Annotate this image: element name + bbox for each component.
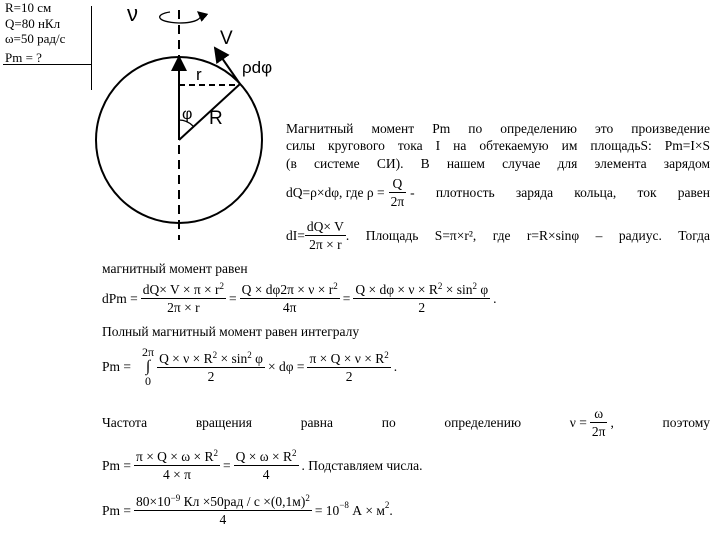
integral-sign bbox=[142, 346, 154, 388]
square-sup: 2 bbox=[213, 448, 219, 458]
formula-dpm-frac-3-den: 2 bbox=[418, 300, 426, 315]
word-rotation: вращения bbox=[195, 414, 252, 430]
formula-dpm bbox=[102, 281, 497, 316]
text-line-5 bbox=[286, 218, 710, 253]
formula-dpm-frac-3 bbox=[353, 281, 490, 316]
text-moment-equals: магнитный момент равен bbox=[102, 261, 248, 276]
formula-pm-omega bbox=[102, 448, 423, 483]
charge-element: dQ=ρ×dφ, где ρ = bbox=[286, 184, 385, 200]
formula-dpm-frac-1 bbox=[141, 281, 226, 316]
word-definition: определению bbox=[444, 414, 522, 430]
equals-sign: = bbox=[229, 290, 237, 306]
square-sup: 2 bbox=[212, 349, 218, 360]
formula-numeric-frac bbox=[134, 493, 312, 528]
phi-label: φ bbox=[182, 106, 193, 123]
equals-sign: = bbox=[342, 290, 351, 306]
ring-diagram bbox=[90, 0, 290, 245]
rho-fraction bbox=[389, 175, 407, 210]
equals-sign: = bbox=[223, 457, 231, 473]
given-find: Pm = ? bbox=[5, 49, 42, 65]
current-fraction-den: 2π × r bbox=[309, 237, 342, 252]
formula-numeric-unit: А × м bbox=[348, 502, 385, 518]
formula-numeric-den: 4 bbox=[219, 512, 227, 527]
square-sup: 2 bbox=[384, 349, 389, 360]
text-line-2: силы кругового тока I на обтекаемую им площадьS: Pm=I×S bbox=[286, 138, 710, 153]
formula-dpm-frac-2 bbox=[240, 281, 340, 316]
big-r-label: R bbox=[209, 108, 223, 129]
nu-label: ν bbox=[127, 1, 138, 26]
formula-dpm-lhs: dPm = bbox=[102, 290, 138, 306]
square-sup: 2 bbox=[247, 349, 252, 360]
formula-integral-num: Q × ν × R bbox=[159, 350, 213, 366]
integral-symbol: ∫ bbox=[145, 358, 151, 375]
current-lhs: dI= bbox=[286, 227, 305, 243]
integral-upper-limit: 2π bbox=[142, 345, 155, 359]
formula-dpm-frac-2-num: Q × dφ2π × ν × r bbox=[241, 282, 334, 297]
text-line-4 bbox=[286, 175, 710, 210]
exponent-sup: −8 bbox=[339, 499, 349, 510]
charge-density-text: - плотность заряда кольца, ток равен bbox=[410, 184, 710, 200]
formula-numeric bbox=[102, 493, 393, 528]
formula-pm-omega-den-2: 4 bbox=[262, 467, 270, 482]
formula-pm-omega-den-1: 4 × π bbox=[163, 467, 191, 482]
integral-lower-limit: 0 bbox=[145, 374, 152, 388]
current-fraction bbox=[305, 218, 346, 253]
formula-pm-omega-num-2: Q × ω × R bbox=[235, 449, 293, 464]
formula-integral-frac bbox=[157, 350, 265, 385]
square-sup: 2 bbox=[305, 493, 310, 503]
velocity-label: V bbox=[220, 28, 233, 49]
given-charge: Q=80 нКл bbox=[5, 15, 61, 31]
rho-label: ρdφ bbox=[242, 58, 273, 77]
formula-integral bbox=[102, 346, 397, 388]
formula-nu-num: ω bbox=[590, 405, 608, 423]
text-integral-label: Полный магнитный момент равен интегралу bbox=[102, 324, 360, 339]
velocity-arrow bbox=[215, 48, 240, 84]
comma-sign: , bbox=[610, 414, 614, 430]
phi-text: φ bbox=[476, 282, 489, 297]
square-sup: 2 bbox=[219, 281, 225, 291]
formula-dpm-frac-1-den: 2π × r bbox=[167, 300, 200, 315]
text-line-1: Магнитный момент Pm по определению это произведение bbox=[286, 121, 710, 136]
period-sign: . bbox=[493, 290, 497, 306]
formula-pm-omega-frac-2 bbox=[234, 448, 299, 483]
rho-fraction-den: 2π bbox=[390, 194, 405, 209]
formula-integral-result bbox=[307, 350, 390, 385]
square-sup: 2 bbox=[472, 281, 477, 291]
formula-dpm-frac-3-num: Q × dφ × ν × R bbox=[355, 282, 438, 297]
formula-nu-frac bbox=[590, 405, 608, 440]
formula-numeric-num-b: Кл ×50рад / с ×(0,1м) bbox=[180, 494, 306, 509]
formula-numeric-result: = 10 bbox=[314, 502, 340, 518]
word-frequency: Частота bbox=[102, 414, 148, 430]
given-divider-horizontal bbox=[3, 64, 92, 65]
rho-fraction-num: Q bbox=[389, 175, 407, 193]
given-omega: ω=50 рад/с bbox=[5, 31, 66, 46]
given-radius: R=10 см bbox=[5, 0, 52, 15]
current-fraction-num: dQ× V bbox=[306, 219, 344, 234]
period-sign: . bbox=[389, 502, 393, 518]
word-by: по bbox=[381, 414, 396, 430]
formula-pm-omega-lhs: Pm = bbox=[102, 457, 131, 473]
area-text: . Площадь S=π×r², где r=R×sinφ – радиус. Тогда bbox=[345, 227, 710, 243]
formula-integral-lhs: Pm = bbox=[102, 359, 131, 374]
square-sup: 2 bbox=[333, 281, 338, 291]
sin-text: × sin bbox=[217, 350, 248, 366]
exponent-sup: −9 bbox=[170, 493, 181, 503]
formula-nu-den: 2π bbox=[591, 424, 606, 439]
formula-dpm-frac-1-num: dQ× V × π × r bbox=[142, 282, 220, 297]
square-sup: 2 bbox=[384, 499, 390, 510]
formula-nu bbox=[570, 405, 614, 440]
formula-pm-omega-num-1: π × Q × ω × R bbox=[136, 449, 214, 464]
formula-integral-den: 2 bbox=[207, 368, 215, 384]
substitute-text: . Подставляем числа. bbox=[301, 457, 423, 473]
sin-text: × sin bbox=[442, 282, 473, 297]
given-block bbox=[3, 0, 91, 90]
small-r-label: r bbox=[196, 65, 202, 84]
word-equals: равна bbox=[300, 414, 334, 430]
integral-dphi: × dφ = bbox=[267, 359, 305, 374]
text-frequency-line bbox=[102, 405, 710, 440]
period-sign: . bbox=[393, 359, 398, 374]
phi-text: φ bbox=[251, 350, 263, 366]
square-sup: 2 bbox=[437, 281, 443, 291]
formula-pm-omega-frac-1 bbox=[134, 448, 220, 483]
formula-integral-result-den: 2 bbox=[345, 368, 353, 384]
formula-integral-result-num: π × Q × ν × R bbox=[309, 350, 385, 366]
text-line-3: (в системе СИ). В нашем случае для элемента зарядом bbox=[286, 156, 710, 171]
formula-nu-lhs: ν = bbox=[569, 414, 587, 430]
formula-numeric-lhs: Pm = bbox=[102, 502, 131, 518]
square-sup: 2 bbox=[292, 448, 297, 458]
formula-numeric-num: 80×10 bbox=[136, 494, 171, 509]
word-therefore: поэтому bbox=[662, 414, 710, 430]
rotation-arrow bbox=[160, 12, 201, 23]
formula-dpm-frac-2-den: 4π bbox=[282, 300, 297, 315]
